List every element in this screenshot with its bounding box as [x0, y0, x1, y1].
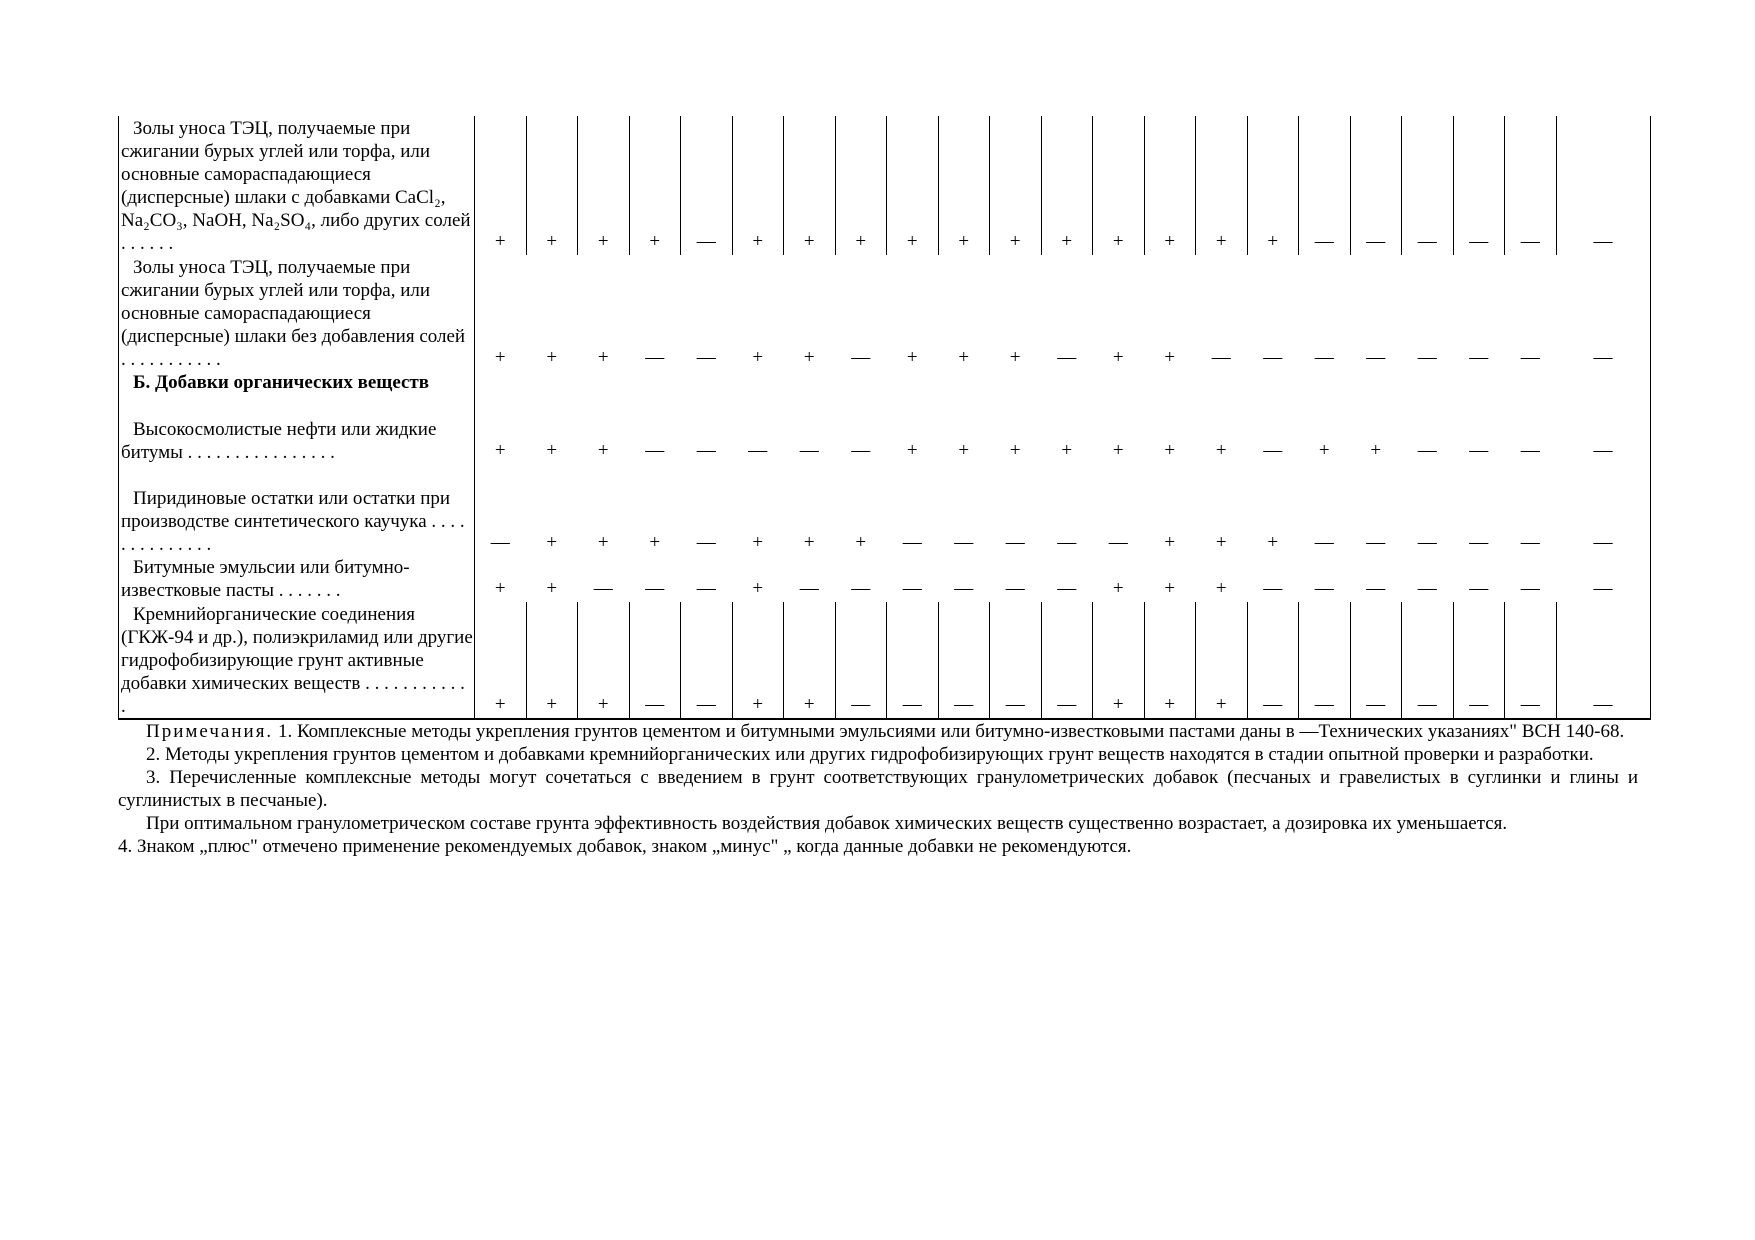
table-cell: + [475, 116, 527, 255]
table-cell: + [752, 578, 764, 599]
table-cell: — [1556, 464, 1650, 556]
table-cell: — [1366, 347, 1386, 368]
row-label [119, 464, 475, 556]
table-cell: + [835, 116, 887, 255]
table-cell [990, 371, 1042, 394]
table-cell [681, 371, 733, 394]
table-cell: — [1417, 578, 1437, 599]
table-row [119, 116, 1651, 255]
table-cell: + [1247, 116, 1299, 255]
table-cell: — [1299, 116, 1351, 255]
table-cell: + [732, 602, 784, 719]
table-cell [1247, 371, 1299, 394]
table-cell: + [494, 440, 506, 461]
table-cell: — [696, 347, 716, 368]
table-cell: + [1164, 440, 1176, 461]
table-cell: + [803, 347, 815, 368]
table-cell: — [1041, 602, 1093, 719]
table-cell: + [546, 440, 558, 461]
methods-table [118, 116, 1651, 720]
table-cell: — [593, 578, 613, 599]
table-cell: — [990, 602, 1042, 719]
table-cell: — [681, 116, 733, 255]
table-cell: + [494, 347, 506, 368]
table-cell: — [1314, 532, 1334, 553]
table-cell: — [1556, 556, 1650, 602]
table-cell: + [1196, 602, 1248, 719]
table-cell: — [1263, 578, 1283, 599]
table-cell: + [546, 578, 558, 599]
table-cell: — [696, 532, 716, 553]
section-heading [119, 371, 475, 394]
note-3: 3. Перечисленные комплексные методы могут сочетаться с введением в грунт соответствующих гранулометрических добавок (песчаных и гравелистых в суглинки и глины и суглинистых в песчаные). [118, 767, 1638, 811]
table-cell: — [1417, 440, 1437, 461]
table-cell: + [1009, 347, 1021, 368]
table-cell [1556, 371, 1650, 394]
table-cell: + [855, 532, 867, 553]
notes-block [118, 720, 1638, 858]
row-label-text: Пиридиновые остатки или остатки при производстве синтетического каучука . . . . . . . . . . . . . . [121, 488, 465, 555]
table-cell: — [1057, 532, 1077, 553]
table-cell: — [835, 602, 887, 719]
row-label [119, 602, 475, 719]
table-cell: — [1263, 440, 1283, 461]
note-3b: При оптимальном гранулометрическом составе грунта эффективность воздействия добавок химических веществ существенно возрастает, а дозировка их уменьшается. [146, 813, 1508, 834]
table-cell [629, 371, 681, 394]
table-cell: — [645, 578, 665, 599]
table-cell [887, 371, 939, 394]
table-cell: — [645, 440, 665, 461]
table-cell: — [1366, 578, 1386, 599]
row-label-text: Кремнийорганические соединения (ГКЖ-94 и др.), полиэкриламид или другие гидрофобизирующие грунт активные добавки химических веществ . . . . . . . . . . . . [121, 604, 473, 717]
table-cell: — [1057, 347, 1077, 368]
row-label [119, 255, 475, 371]
table-cell: — [1520, 440, 1540, 461]
table-cell: — [1556, 116, 1650, 255]
table-cell [1402, 371, 1454, 394]
table-cell: + [958, 347, 970, 368]
table-cell: — [887, 602, 939, 719]
table-cell: — [1520, 532, 1540, 553]
table-cell: + [958, 440, 970, 461]
table-cell: — [1314, 578, 1334, 599]
table-cell: — [645, 347, 665, 368]
row-label [119, 116, 475, 255]
table-cell: — [1402, 602, 1454, 719]
table-cell: — [629, 602, 681, 719]
table-cell: — [1263, 347, 1283, 368]
table-cell: — [1005, 578, 1025, 599]
table-cell: — [1005, 532, 1025, 553]
table-body [119, 116, 1651, 719]
table-cell: + [1164, 532, 1176, 553]
table-cell: + [1196, 116, 1248, 255]
table-cell: + [597, 532, 609, 553]
table-cell [1196, 371, 1248, 394]
row-label-text: Высокосмолистые нефти или жидкие битумы . . . . . . . . . . . . . . . . [121, 419, 437, 463]
note-1-text: 1. Комплексные методы укрепления грунтов цементом и битумными эмульсиями или битумно-известковыми пастами даны в —Технических указаниях" ВСН 140-68. [277, 721, 1625, 742]
table-cell: + [803, 532, 815, 553]
table-cell: + [1112, 578, 1124, 599]
table-cell: — [1520, 347, 1540, 368]
table-cell: — [1350, 602, 1402, 719]
table-cell [938, 371, 990, 394]
table-row [119, 255, 1651, 371]
table-cell: + [752, 347, 764, 368]
row-label-text: Битумные эмульсии или битумно-известковые пасты . . . . . . . [121, 557, 410, 601]
table-cell: + [1370, 440, 1382, 461]
row-label [119, 394, 475, 464]
table-cell: — [938, 602, 990, 719]
table-row [119, 394, 1651, 464]
table-cell: — [902, 578, 922, 599]
table-cell: + [1164, 347, 1176, 368]
table-cell: + [475, 602, 527, 719]
table-row [119, 464, 1651, 556]
table-cell: — [1469, 440, 1489, 461]
table-cell: + [784, 602, 836, 719]
table-cell: — [799, 578, 819, 599]
table-cell: + [990, 116, 1042, 255]
table-row [119, 602, 1651, 719]
note-1 [118, 720, 1638, 743]
table-cell: + [1144, 602, 1196, 719]
table-cell: + [546, 347, 558, 368]
table-cell: — [1314, 347, 1334, 368]
row-label-text: Золы уноса ТЭЦ, получаемые при сжигании бурых углей или торфа, или основные самораспадающиеся (дисперсные) шлаки с добавками CaCl₂, Na₂CO₃, NaOH, Na₂SO₄, либо других солей . . . . . . [121, 118, 471, 254]
table-cell: — [954, 532, 974, 553]
table-cell: + [1112, 347, 1124, 368]
table-cell: — [799, 440, 819, 461]
table-cell: — [1366, 532, 1386, 553]
row-label [119, 556, 475, 602]
table-cell: + [578, 116, 630, 255]
table-cell: — [1505, 602, 1557, 719]
table-cell: + [1215, 532, 1227, 553]
table-cell: — [1402, 116, 1454, 255]
table-cell: + [1093, 116, 1145, 255]
table-cell: — [1211, 347, 1231, 368]
table-cell: — [1057, 578, 1077, 599]
table-cell: + [1061, 440, 1073, 461]
note-4: 4. Знаком „плюс" отмечено применение рекомендуемых добавок, знаком „минус" „ когда данные добавки не рекомендуются. [118, 836, 1132, 857]
table-cell: — [1505, 116, 1557, 255]
table-cell: — [748, 440, 768, 461]
section-heading-text: Б. Добавки органических веществ [133, 372, 430, 393]
table-cell [784, 371, 836, 394]
table-cell: + [784, 116, 836, 255]
table-cell: — [902, 532, 922, 553]
table-cell: — [1108, 532, 1128, 553]
table-cell [475, 371, 527, 394]
table-cell: + [1009, 440, 1021, 461]
table-cell: + [526, 602, 578, 719]
note-2: 2. Методы укрепления грунтов цементом и добавками кремнийорганических или других гидрофобизирующих грунт веществ находятся в стадии опытной проверки и разработки. [146, 744, 1594, 765]
table-cell: + [1041, 116, 1093, 255]
table-cell [835, 371, 887, 394]
table-cell: — [1556, 602, 1650, 719]
table-cell: — [851, 578, 871, 599]
table-cell: + [494, 578, 506, 599]
table-cell [732, 371, 784, 394]
table-cell: — [1469, 347, 1489, 368]
table-cell: — [1453, 116, 1505, 255]
table-cell: — [681, 602, 733, 719]
table-cell: + [887, 116, 939, 255]
table-cell: — [696, 578, 716, 599]
table-cell: + [597, 440, 609, 461]
table-cell: + [1093, 602, 1145, 719]
table-cell [1041, 371, 1093, 394]
table-cell: + [546, 532, 558, 553]
table-cell [1505, 371, 1557, 394]
table-cell [1299, 371, 1351, 394]
table-cell: + [752, 532, 764, 553]
table-cell: + [1164, 578, 1176, 599]
table-cell: + [938, 116, 990, 255]
table-cell: — [1247, 602, 1299, 719]
table-cell: + [526, 116, 578, 255]
table-cell [1350, 371, 1402, 394]
table-cell: + [1144, 116, 1196, 255]
table-cell: + [1112, 440, 1124, 461]
table-cell: + [1267, 532, 1279, 553]
table-cell: + [629, 116, 681, 255]
table-cell: — [851, 440, 871, 461]
table-cell: — [1469, 532, 1489, 553]
table-cell: + [1215, 578, 1227, 599]
table-cell: — [1520, 578, 1540, 599]
table-cell: + [597, 347, 609, 368]
table-cell: — [1299, 602, 1351, 719]
table-cell [1093, 371, 1145, 394]
table-cell: — [490, 532, 510, 553]
table-cell: — [1350, 116, 1402, 255]
table-cell: — [954, 578, 974, 599]
table-cell: + [906, 347, 918, 368]
row-label-text: Золы уноса ТЭЦ, получаемые при сжигании бурых углей или торфа, или основные самораспадающиеся (дисперсные) шлаки без добавления солей . . . . . . . . . . . [121, 257, 466, 370]
table-cell [578, 371, 630, 394]
table-cell [1453, 371, 1505, 394]
table-cell: — [1453, 602, 1505, 719]
table-cell: — [1556, 394, 1650, 464]
table-cell [1144, 371, 1196, 394]
table-cell: — [1417, 532, 1437, 553]
table-cell: + [732, 116, 784, 255]
table-cell: — [1469, 578, 1489, 599]
table-cell: + [1318, 440, 1330, 461]
table-cell: + [1215, 440, 1227, 461]
table-cell [526, 371, 578, 394]
table-cell: + [649, 532, 661, 553]
table-cell: — [1556, 255, 1650, 371]
table-cell: + [578, 602, 630, 719]
table-cell: — [1417, 347, 1437, 368]
table-row [119, 556, 1651, 602]
table-cell: — [851, 347, 871, 368]
notes-title: Примечания. [146, 721, 274, 742]
table-cell: + [906, 440, 918, 461]
table-cell: — [696, 440, 716, 461]
section-heading-row [119, 371, 1651, 394]
